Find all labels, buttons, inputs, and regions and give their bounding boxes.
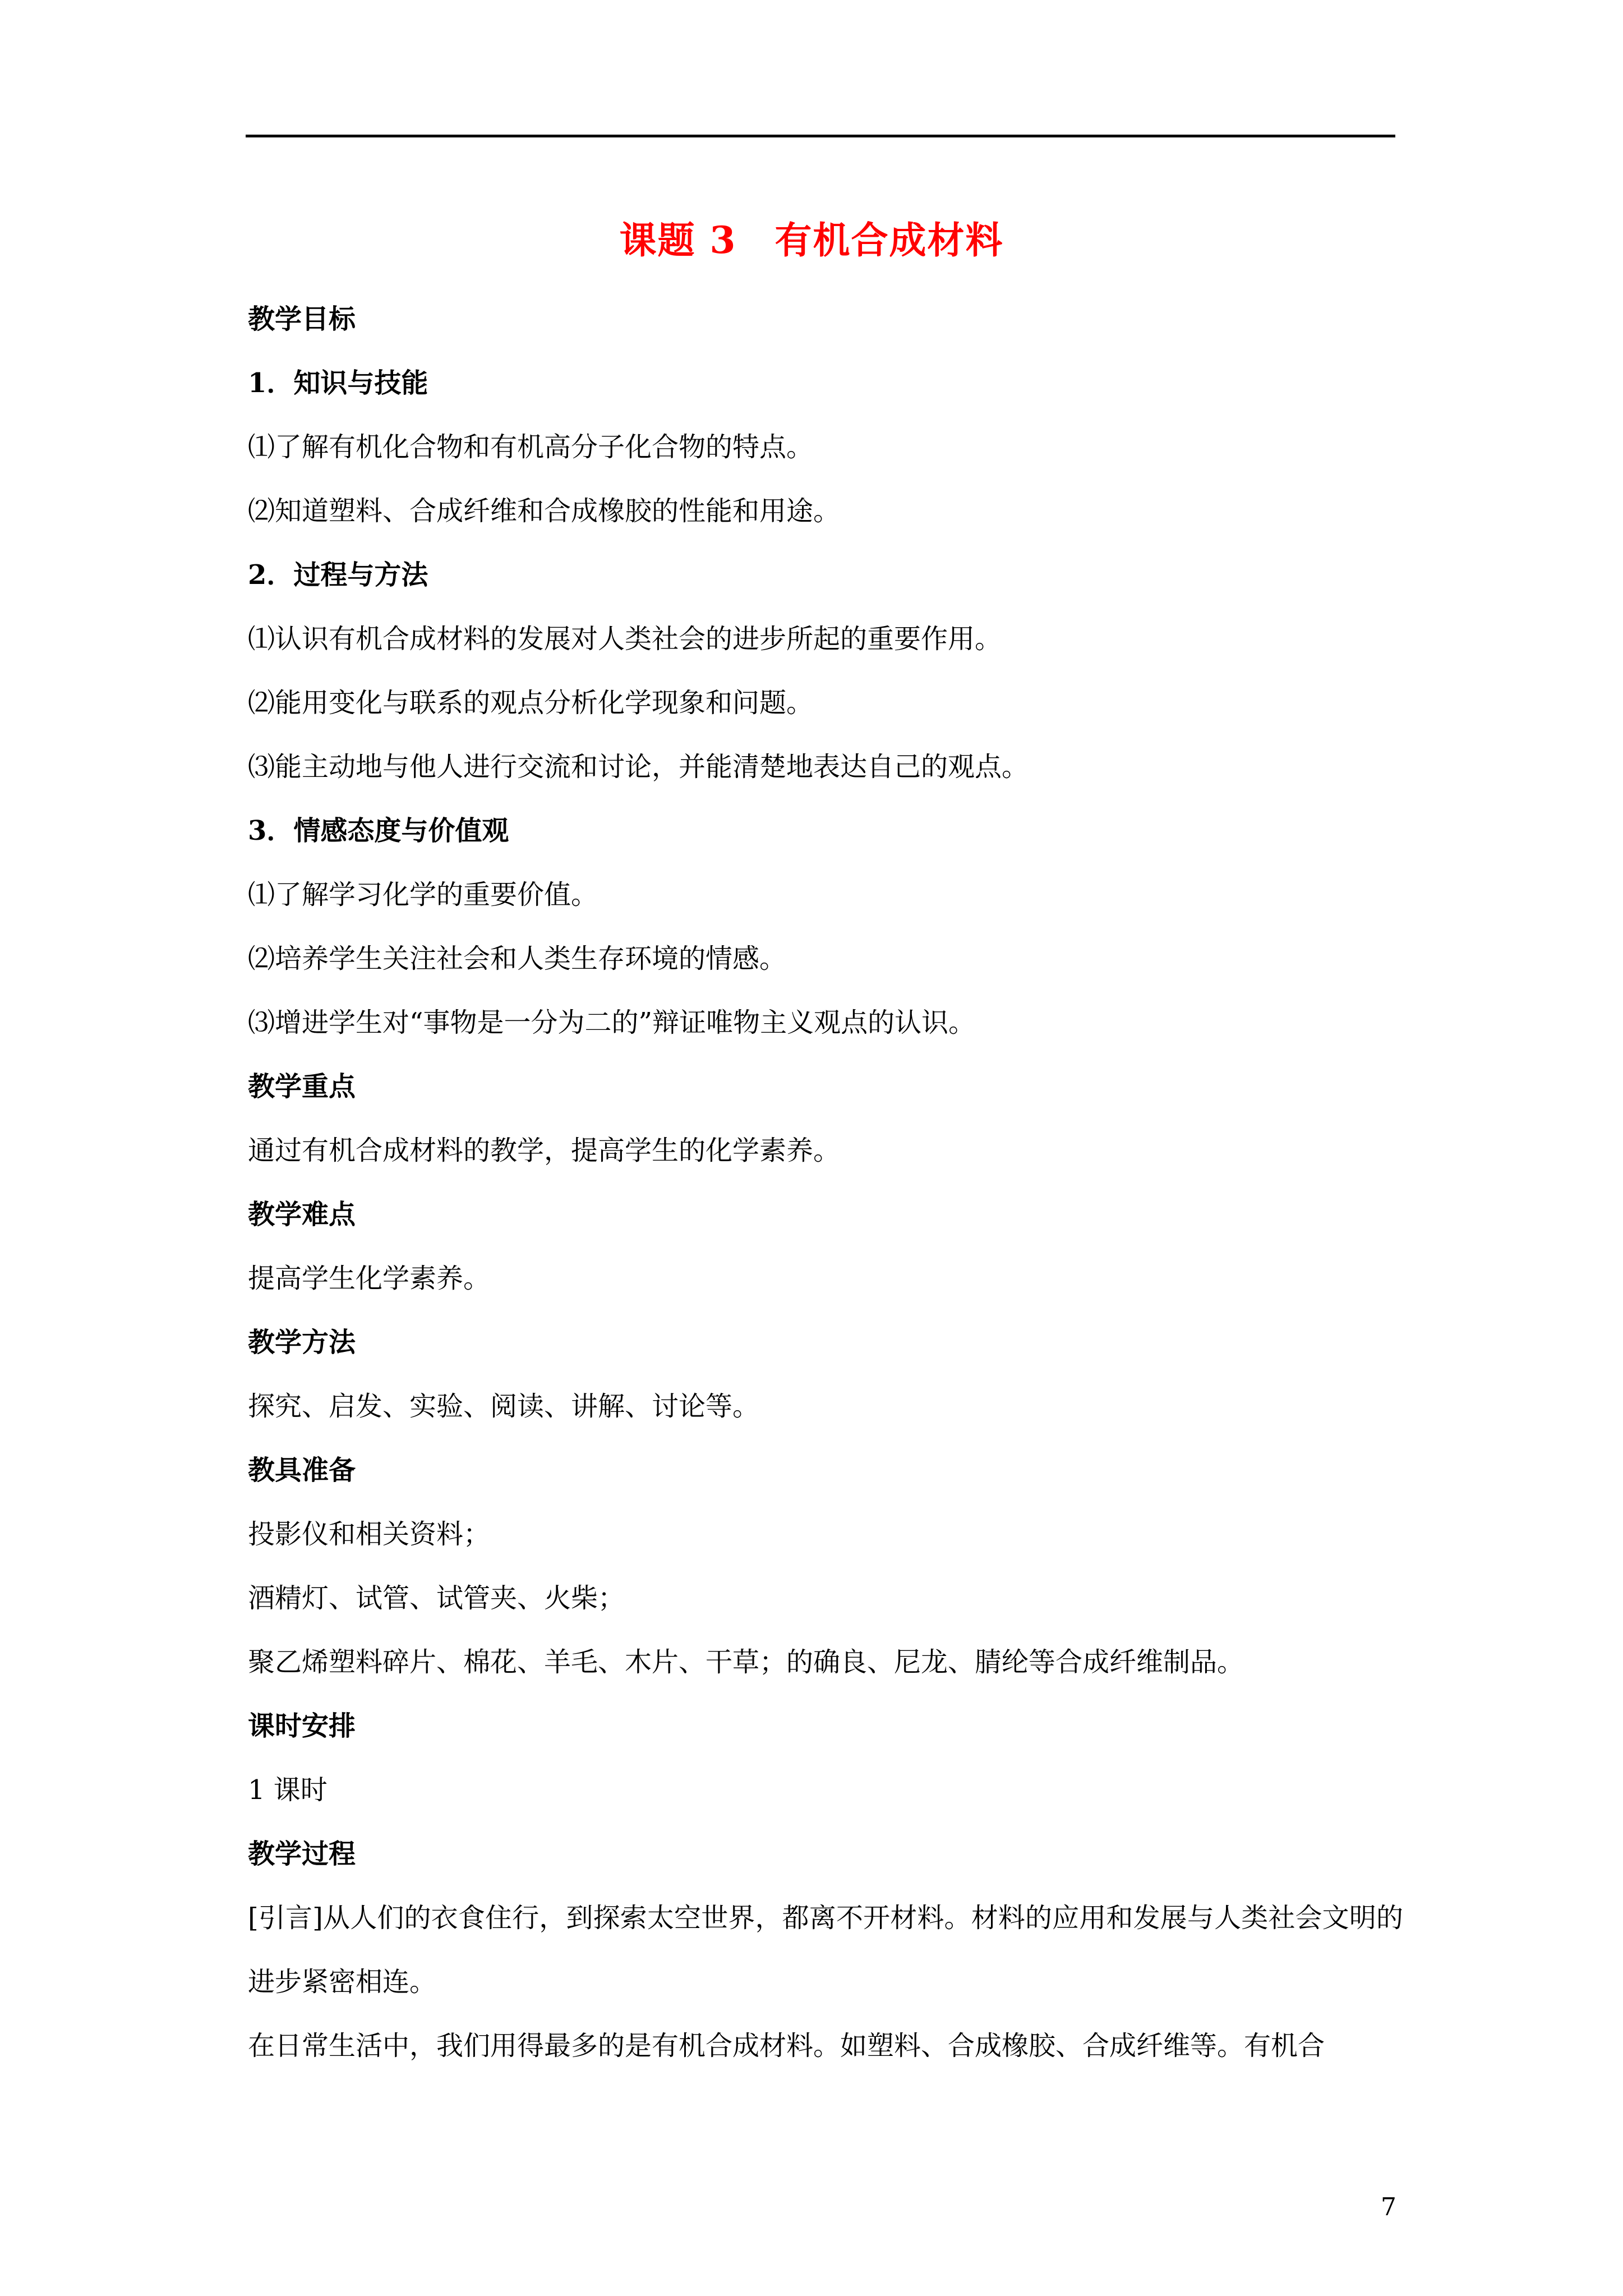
section-heading: 教学过程 [248,1838,356,1870]
section-heading: 教学难点 [248,1199,356,1230]
page-title: 课题 3 有机合成材料 [619,218,1004,262]
body-line: ⑴了解学习化学的重要价值。 [248,879,598,910]
body-line: ⑶增进学生对“事物是一分为二的”辩证唯物主义观点的认识。 [248,1007,976,1038]
section-heading: 课时安排 [248,1710,356,1742]
body-line: 1 课时 [248,1774,328,1806]
paragraphs [248,1886,1403,2078]
body-line: ⑵知道塑料、合成纤维和合成橡胶的性能和用途。 [248,495,841,527]
body-line: 通过有机合成材料的教学，提高学生的化学素养。 [248,1135,841,1166]
section-heading: 教学重点 [248,1071,356,1102]
body-line: 投影仪和相关资料； [248,1519,491,1550]
body-line: 酒精灯、试管、试管夹、火柴； [248,1582,625,1614]
body-paragraph: 在日常生活中，我们用得最多的是有机合成材料。如塑料、合成橡胶、合成纤维等。有机合 [248,2030,1325,2062]
body-line: ⑶能主动地与他人进行交流和讨论，并能清楚地表达自己的观点。 [248,751,1029,783]
section-heading: 3．情感态度与价值观 [248,815,509,846]
body-line: ⑵培养学生关注社会和人类生存环境的情感。 [248,943,787,974]
body-line: ⑴认识有机合成材料的发展对人类社会的进步所起的重要作用。 [248,623,1002,655]
document-body [248,287,1403,2078]
body-line: 提高学生化学素养。 [248,1263,491,1294]
section-lines [248,287,1403,1886]
body-line: 聚乙烯塑料碎片、棉花、羊毛、木片、干草；的确良、尼龙、腈纶等合成纤维制品。 [248,1646,1244,1678]
header-rule [246,135,1395,137]
section-heading: 教学目标 [248,303,356,335]
body-paragraph: [引言]从人们的衣食住行，到探索太空世界，都离不开材料。材料的应用和发展与人类社会文明的进步紧密相连。 [248,1902,1403,1998]
body-line: ⑴了解有机化合物和有机高分子化合物的特点。 [248,431,814,463]
body-line: 探究、启发、实验、阅读、讲解、讨论等。 [248,1391,760,1422]
body-line: ⑵能用变化与联系的观点分析化学现象和问题。 [248,687,814,719]
section-heading: 1．知识与技能 [248,367,428,399]
section-heading: 2．过程与方法 [248,559,428,591]
page-number: 7 [1381,2193,1396,2221]
section-heading: 教学方法 [248,1327,356,1358]
section-heading: 教具准备 [248,1455,356,1486]
